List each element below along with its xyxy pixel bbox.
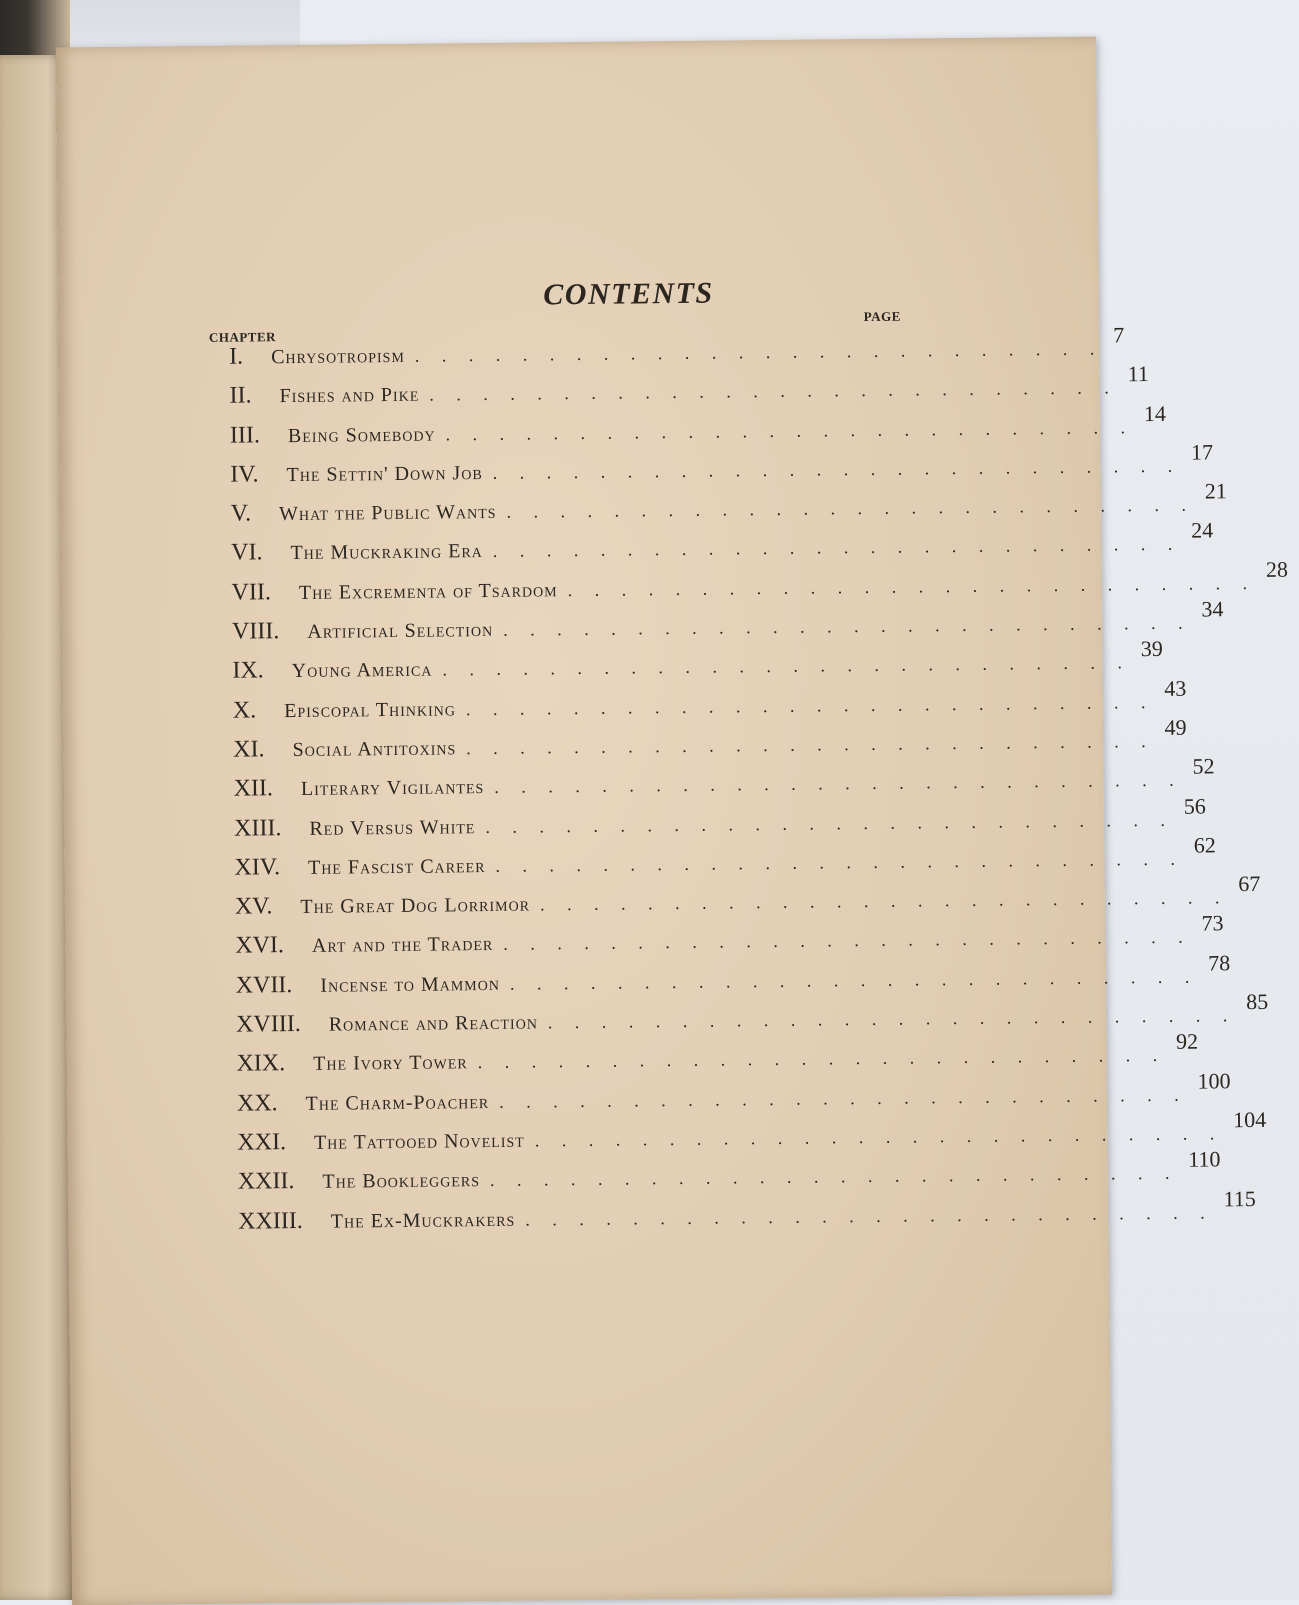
page-number: 62: [1193, 832, 1216, 858]
page-number: 7: [1113, 322, 1125, 348]
dot-leader: . . . . . . . . . . . . . . . . . . . . . . . . . .: [539, 887, 1229, 915]
chapter-numeral: IV.: [230, 461, 259, 488]
dot-leader: . . . . . . . . . . . . . . . . . . . . . . . . . .: [506, 494, 1196, 522]
chapter-title: Incense to Mammon: [320, 972, 501, 997]
chapter-numeral: II.: [229, 382, 252, 409]
page-number: 43: [1164, 675, 1187, 701]
dot-leader: . . . . . . . . . . . . . . . . . . . . . . . . . .: [414, 338, 1104, 366]
chapter-column-header: CHAPTER: [208, 329, 277, 345]
page-number: 49: [1164, 714, 1187, 740]
contents-section: [208, 248, 1289, 1235]
chapter-title: What the Public Wants: [278, 501, 497, 526]
chapter-title: The Ex-Muckrakers: [330, 1208, 516, 1233]
dot-leader: . . . . . . . . . . . . . . . . . . . . . . . . . .: [494, 769, 1183, 798]
chapter-numeral: XVIII.: [235, 1011, 301, 1038]
page-number: 100: [1197, 1067, 1231, 1094]
page-number: 14: [1143, 400, 1167, 426]
chapter-title: Young America: [291, 658, 433, 683]
dot-leader: . . . . . . . . . . . . . . . . . . . . . . . . . .: [495, 848, 1185, 876]
page-number: 17: [1190, 439, 1214, 465]
dot-leader: . . . . . . . . . . . . . . . . . . . . . . . . . .: [485, 809, 1174, 837]
chapter-title: The Fascist Career: [307, 854, 486, 879]
chapter-title: The Charm-Poacher: [305, 1090, 490, 1115]
page-number: 34: [1201, 596, 1224, 622]
page-number: 92: [1175, 1028, 1199, 1055]
chapter-numeral: XIII.: [233, 814, 282, 842]
chapter-numeral: XXII.: [237, 1168, 295, 1195]
chapter-title: Literary Vigilantes: [300, 776, 485, 801]
dot-leader: . . . . . . . . . . . . . . . . . . . . . . . . . .: [429, 377, 1118, 405]
chapter-title: The Great Dog Lorrimor: [300, 893, 531, 919]
chapter-numeral: XII.: [233, 775, 274, 802]
dot-leader: . . . . . . . . . . . . . . . . . . . . . . . . . .: [466, 730, 1155, 759]
chapter-numeral: III.: [229, 421, 261, 449]
chapter-title: Social Antitoxins: [292, 737, 457, 762]
chapter-numeral: XVII.: [235, 971, 293, 999]
chapter-title: Episcopal Thinking: [284, 698, 457, 722]
page-number: 115: [1223, 1185, 1256, 1211]
contents-title: CONTENTS: [543, 276, 714, 312]
page-number: 78: [1208, 949, 1231, 976]
dot-leader: . . . . . . . . . . . . . . . . . . . . . . . . . .: [547, 1005, 1237, 1033]
chapter-numeral: VII.: [231, 579, 272, 606]
chapter-numeral: VIII.: [231, 618, 280, 645]
page-number: 52: [1192, 753, 1215, 779]
page-number: 39: [1140, 636, 1163, 662]
chapter-title: The Settin' Down Job: [286, 461, 483, 486]
chapter-title: Romance and Reaction: [328, 1011, 538, 1036]
dot-leader: . . . . . . . . . . . . . . . . . . . . . . . . . .: [477, 1045, 1167, 1073]
page-column-header: PAGE: [863, 308, 901, 325]
book-page: [56, 37, 1289, 1605]
chapter-numeral: XIV.: [234, 854, 281, 881]
chapter-numeral: I.: [228, 343, 244, 370]
dot-leader: . . . . . . . . . . . . . . . . . . . . . . . . . .: [503, 612, 1192, 640]
chapter-numeral: XX.: [236, 1089, 278, 1117]
chapter-numeral: XIX.: [236, 1050, 286, 1077]
dot-leader: . . . . . . . . . . . . . . . . . . . . . . . . . .: [503, 927, 1192, 955]
page-number: 11: [1127, 361, 1149, 387]
chapter-numeral: IX.: [232, 657, 264, 685]
dot-leader: . . . . . . . . . . . . . . . . . . . . . . . . . .: [492, 534, 1182, 562]
chapter-numeral: XV.: [234, 893, 273, 920]
dot-leader: . . . . . . . . . . . . . . . . . . . . . . . . . .: [492, 455, 1182, 483]
page-number: 21: [1204, 478, 1227, 504]
dot-leader: . . . . . . . . . . . . . . . . . . . . . . . . . .: [445, 416, 1135, 445]
page-number: 28: [1265, 556, 1289, 582]
chapter-title: Chrysotropism: [271, 344, 405, 369]
page-number: 110: [1188, 1146, 1221, 1172]
chapter-numeral: X.: [232, 697, 257, 724]
dot-leader: . . . . . . . . . . . . . . . . . . . . . . . . . .: [465, 691, 1155, 719]
chapter-title: The Excrementa of Tsardom: [298, 579, 558, 604]
page-number: 67: [1238, 871, 1261, 897]
chapter-numeral: XXI.: [237, 1129, 287, 1156]
page-number: 56: [1183, 793, 1206, 819]
contents-entry: [238, 1185, 1256, 1248]
page-number: 104: [1232, 1106, 1267, 1133]
page-number: 24: [1191, 517, 1214, 544]
chapter-numeral: XI.: [233, 736, 265, 763]
chapter-title: The Tattooed Novelist: [313, 1129, 525, 1154]
chapter-title: Fishes and Pike: [279, 383, 420, 408]
chapter-title: The Bookleggers: [322, 1169, 481, 1193]
chapter-title: Red Versus White: [309, 815, 476, 840]
chapter-numeral: XVI.: [235, 932, 285, 960]
chapter-numeral: VI.: [231, 539, 263, 567]
page-number: 73: [1201, 910, 1224, 936]
dot-leader: . . . . . . . . . . . . . . . . . . . . . . . . . .: [489, 1163, 1179, 1191]
chapter-title: Artificial Selection: [307, 619, 494, 643]
chapter-title: Art and the Trader: [311, 933, 494, 958]
chapter-numeral: V.: [230, 500, 252, 527]
chapter-title: The Ivory Tower: [313, 1051, 468, 1076]
chapter-title: The Muckraking Era: [290, 540, 483, 565]
chapter-numeral: XXIII.: [238, 1207, 303, 1235]
dot-leader: . . . . . . . . . . . . . . . . . . . . . . . . . .: [525, 1201, 1214, 1230]
page-number: 85: [1246, 988, 1269, 1015]
dot-leader: . . . . . . . . . . . . . . . . . . . . . . . . . .: [509, 966, 1199, 994]
chapter-title: Being Somebody: [287, 423, 436, 447]
dot-leader: . . . . . . . . . . . . . . . . . . . . . . . . . .: [567, 572, 1257, 600]
dot-leader: . . . . . . . . . . . . . . . . . . . . . . . . . .: [499, 1084, 1188, 1112]
dot-leader: . . . . . . . . . . . . . . . . . . . . . . . . . .: [442, 652, 1131, 680]
dot-leader: . . . . . . . . . . . . . . . . . . . . . . . . . .: [534, 1123, 1224, 1151]
